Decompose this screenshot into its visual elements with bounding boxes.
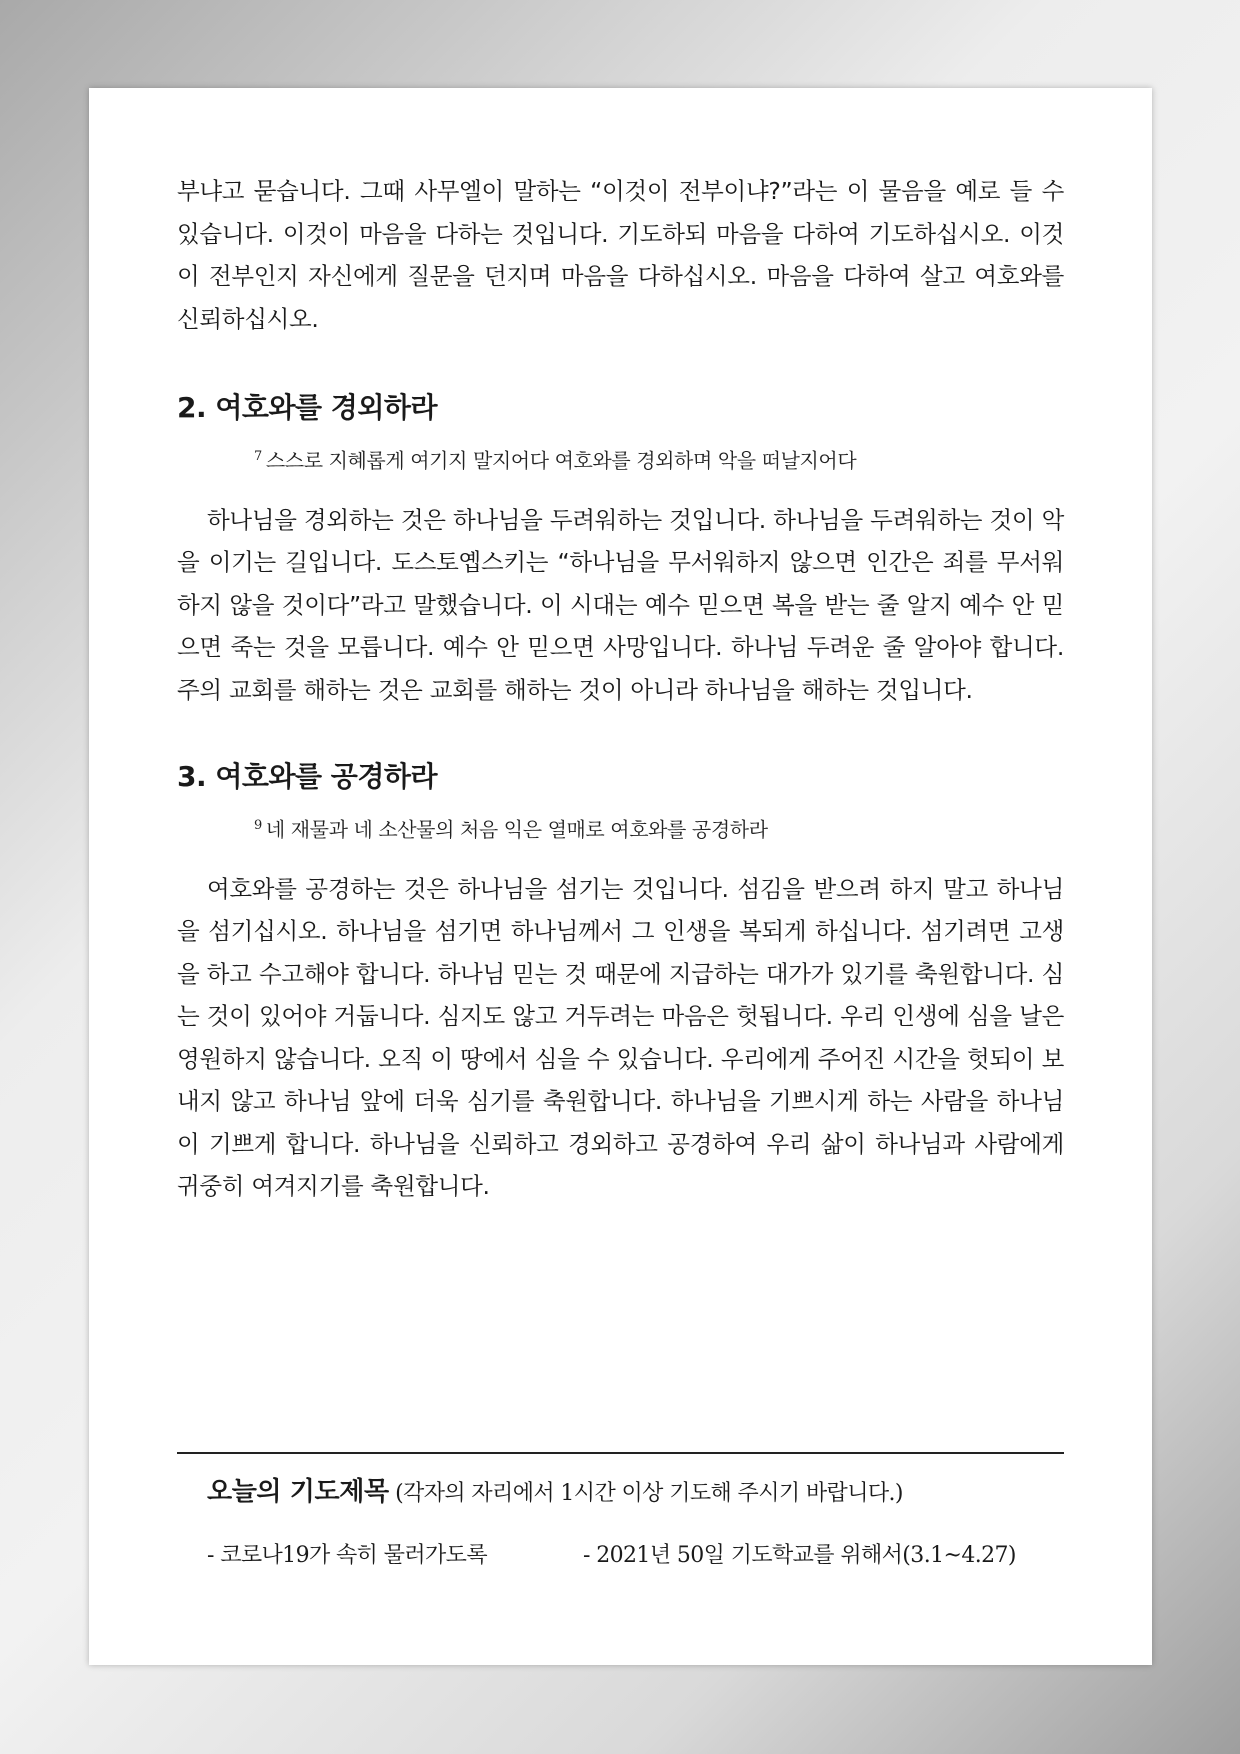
verse-text: 스스로 지혜롭게 여기지 말지어다 여호와를 경외하며 악을 떠날지어다 (265, 448, 857, 473)
prayer-item: - 2021년 50일 기도학교를 위해서(3.1~4.27) (583, 1543, 1016, 1568)
verse-text: 네 재물과 네 소산물의 처음 익은 열매로 여호와를 공경하라 (265, 817, 768, 842)
paragraph-section-2: 하나님을 경외하는 것은 하나님을 두려워하는 것입니다. 하나님을 두려워하는 것이 악을 이기는 길입니다. 도스토옙스키는 “하나님을 무서워하지 않으면 인간은 죄를 무서워하지 않을 것이다”라고 말했습니다. 이 시대는 예수 믿으면 복을 받는 줄 알지 예수 안 믿으면 죽는 것을 모릅니다. 예수 안 믿으면 사망입니다. 하나님 두려운 줄 알아야 합니다. 주의 교회를 해하는 것은 교회를 해하는 것이 아니라 하나님을 해하는 것입니다. (177, 505, 1064, 704)
document-page (89, 88, 1152, 1665)
verse-7 (177, 442, 1064, 476)
prayer-topics-box (177, 1452, 1064, 1574)
prayer-title-row (177, 1474, 1064, 1512)
prayer-note: (각자의 자리에서 1시간 이상 기도해 주시기 바랍니다.) (388, 1481, 903, 1506)
verse-number: 9 (254, 818, 262, 834)
document-body (177, 170, 1064, 1208)
verse-number: 7 (254, 449, 262, 464)
prayer-title: 오늘의 기도제목 (207, 1477, 389, 1507)
prayer-item: - 코로나19가 속히 물러가도록 (207, 1543, 487, 1568)
verse-9 (177, 811, 1064, 845)
prayer-items (177, 1538, 1064, 1574)
paragraph-section-3: 여호와를 공경하는 것은 하나님을 섬기는 것입니다. 섬김을 받으려 하지 말고 하나님을 섬기십시오. 하나님을 섬기면 하나님께서 그 인생을 복되게 하십니다. 섬기려면 고생을 하고 수고해야 합니다. 하나님 믿는 것 때문에 지급하는 대가가 있기를 축원합니다. 심는 것이 있어야 거둡니다. 심지도 않고 거두려는 마음은 헛됩니다. 우리 인생에 심을 날은 영원하지 않습니다. 오직 이 땅에서 심을 수 있습니다. 우리에게 주어진 시간을 헛되이 보내지 않고 하나님 앞에 더욱 심기를 축원합니다. 하나님을 기쁘시게 하는 사람을 하나님이 기쁘게 합니다. 하나님을 신뢰하고 경외하고 공경하여 우리 삶이 하나님과 사람에게 귀중히 여겨지기를 축원합니다. (177, 874, 1064, 1201)
section-3-heading: 3. 여호와를 공경하라 (177, 760, 438, 794)
section-2-heading: 2. 여호와를 경외하라 (177, 391, 438, 424)
paragraph-intro: 부냐고 묻습니다. 그때 사무엘이 말하는 “이것이 전부이냐?”라는 이 물음을 예로 들 수 있습니다. 이것이 마음을 다하는 것입니다. 기도하되 마음을 다하여 기도하십시오. 이것이 전부인지 자신에게 질문을 던지며 마음을 다하십시오. 마음을 다하여 살고 여호와를 신뢰하십시오. (177, 177, 1064, 333)
